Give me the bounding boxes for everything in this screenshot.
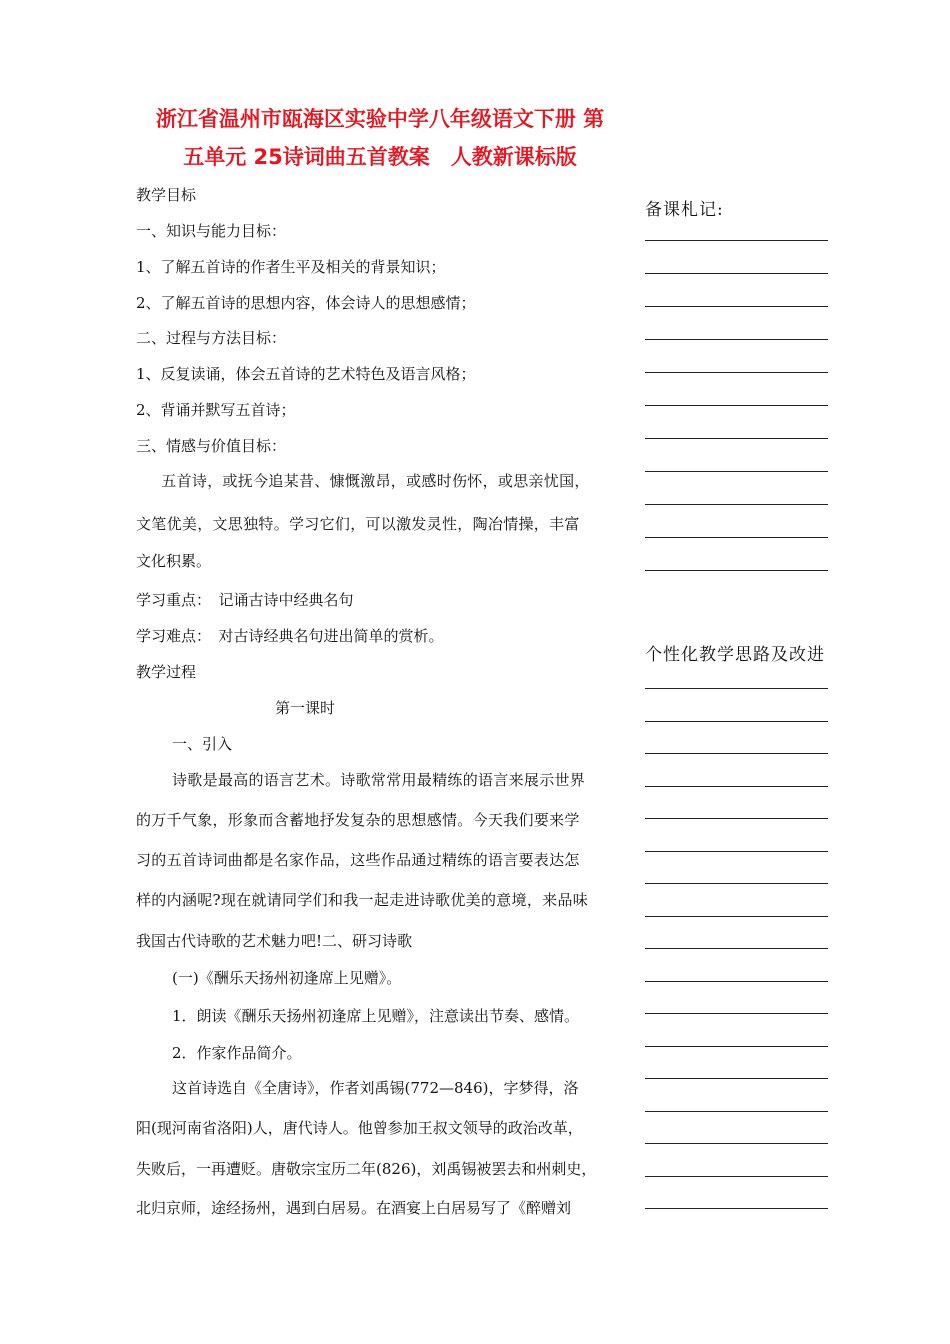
body-line: 2．作家作品简介。 — [172, 1044, 302, 1062]
note-line — [645, 1046, 828, 1047]
note-line — [645, 818, 828, 819]
body-line: 失败后，一再遭贬。唐敬宗宝历二年(826)，刘禹锡被罢去和州刺史， — [136, 1160, 597, 1178]
body-line: 习的五首诗词曲都是名家作品，这些作品通过精练的语言要表达怎 — [136, 851, 580, 869]
body-line: 一、知识与能力目标： — [136, 222, 287, 240]
note-line — [645, 405, 828, 406]
body-line: 1、反复读诵，体会五首诗的艺术特色及语言风格； — [136, 365, 476, 383]
body-line: 学习重点： 记诵古诗中经典名句 — [136, 591, 354, 609]
body-line: 学习难点： 对古诗经典名句进出简单的赏析。 — [136, 627, 444, 645]
body-line: 诗歌是最高的语言艺术。诗歌常常用最精练的语言来展示世界 — [172, 771, 586, 789]
note-line — [645, 688, 828, 689]
body-line: 这首诗选自《全唐诗》，作者刘禹锡(772—846)，字梦得，洛 — [172, 1079, 579, 1097]
body-line: (一)《酬乐天扬州初逢席上见赠》。 — [172, 969, 402, 987]
body-line: 三、情感与价值目标： — [136, 437, 287, 455]
body-line: 的万千气象，形象而含蓄地抒发复杂的思想感情。今天我们要来学 — [136, 811, 580, 829]
document-title-line-1: 浙江省温州市瓯海区实验中学八年级语文下册 第 — [155, 107, 605, 131]
body-line: 一、引入 — [172, 735, 233, 753]
note-line — [645, 471, 828, 472]
body-line: 北归京师，途经扬州，遇到白居易。在酒宴上白居易写了《醉赠刘 — [136, 1199, 572, 1217]
note-line — [645, 851, 828, 852]
note-line — [645, 306, 828, 307]
notes-heading: 备课札记: — [645, 200, 724, 220]
body-line: 2、了解五首诗的思想内容，体会诗人的思想感情； — [136, 294, 476, 312]
note-line — [645, 1176, 828, 1177]
body-line: 阳(现河南省洛阳)人，唐代诗人。他曾参加王叔文领导的政治改革， — [136, 1119, 583, 1137]
note-line — [645, 1208, 828, 1209]
body-line: 1．朗读《酬乐天扬州初逢席上见赠》，注意读出节奏、感情。 — [172, 1007, 580, 1025]
note-line — [645, 273, 828, 274]
note-line — [645, 981, 828, 982]
note-line — [645, 883, 828, 884]
note-line — [645, 721, 828, 722]
ideas-heading: 个性化教学思路及改进 — [645, 645, 825, 665]
document-title-line-2: 五单元 25诗词曲五首教案 人教新课标版 — [183, 145, 577, 169]
body-line: 五首诗，或抚今追某昔、慷慨激昂，或感时伤怀，或思亲忧国， — [146, 472, 590, 490]
note-line — [645, 753, 828, 754]
body-line: 教学过程 — [136, 663, 197, 681]
note-line — [645, 339, 828, 340]
body-line: 样的内涵呢?现在就请同学们和我一起走进诗歌优美的意境，来品味 — [136, 891, 589, 909]
note-line — [645, 1078, 828, 1079]
note-line — [645, 570, 828, 571]
body-line: 我国古代诗歌的艺术魅力吧!二、研习诗歌 — [136, 932, 413, 950]
note-line — [645, 240, 828, 241]
body-line: 文化积累。 — [136, 552, 212, 570]
body-line: 文笔优美，文思独特。学习它们，可以激发灵性，陶冶情操，丰富 — [136, 515, 580, 533]
body-line: 二、过程与方法目标： — [136, 329, 287, 347]
body-line: 1、了解五首诗的作者生平及相关的背景知识； — [136, 258, 446, 276]
note-line — [645, 1013, 828, 1014]
note-line — [645, 948, 828, 949]
note-line — [645, 1143, 828, 1144]
note-line — [645, 372, 828, 373]
note-line — [645, 1111, 828, 1112]
body-line: 2、背诵并默写五首诗； — [136, 401, 296, 419]
note-line — [645, 916, 828, 917]
note-line — [645, 504, 828, 505]
section-heading: 第一课时 — [275, 699, 336, 717]
note-line — [645, 786, 828, 787]
note-line — [645, 537, 828, 538]
note-line — [645, 438, 828, 439]
body-line: 教学目标 — [136, 186, 197, 204]
